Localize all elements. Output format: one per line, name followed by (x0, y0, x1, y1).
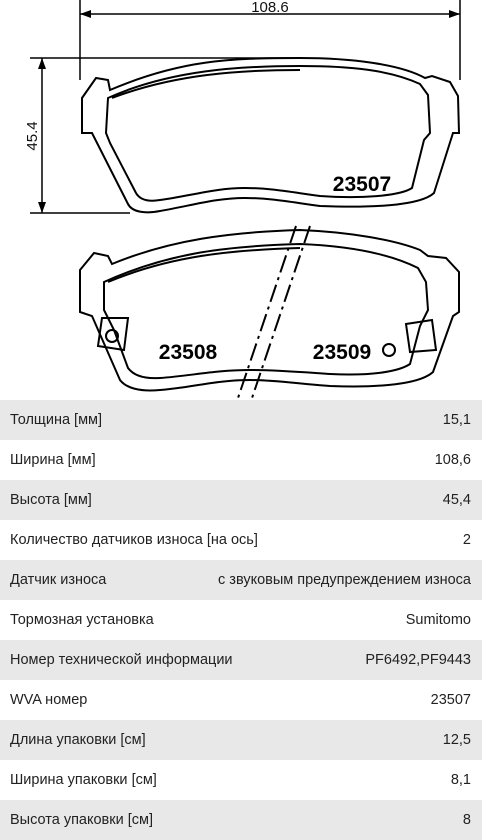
spec-value: 12,5 (442, 732, 471, 748)
spec-label: Высота упаковки [см] (10, 812, 154, 828)
spec-label: Номер технической информации (10, 652, 233, 668)
spec-row-package-length (0, 720, 482, 760)
lower-brake-pad (80, 230, 459, 391)
spec-label: Высота [мм] (10, 492, 92, 508)
lower-backing-plate (80, 230, 459, 391)
spec-label: Ширина [мм] (10, 452, 96, 468)
width-dimension-label: 108.6 (251, 0, 289, 16)
spec-label: Длина упаковки [см] (10, 732, 146, 748)
spec-value: 2 (462, 532, 471, 548)
spec-value: 45,4 (442, 492, 471, 508)
part-code-upper: 23507 (332, 173, 392, 196)
spec-value: с звуковым предупреждением износа (218, 572, 471, 588)
spec-value: PF6492,PF9443 (365, 652, 471, 668)
brake-pad-drawing (0, 0, 482, 400)
spec-label: Ширина упаковки [см] (10, 772, 157, 788)
width-arrow-right (449, 10, 460, 18)
spec-label: WVA номер (10, 692, 88, 708)
height-dimension-label: 45.4 (24, 121, 41, 151)
spec-value: 8,1 (450, 772, 471, 788)
spec-label: Датчик износа (10, 572, 107, 588)
upper-brake-pad (82, 58, 459, 212)
spec-row-wear-sensor (0, 560, 482, 600)
technical-drawing-svg (0, 0, 482, 400)
wear-sensor-tab-left (98, 318, 128, 350)
spec-label: Толщина [мм] (10, 412, 103, 428)
spec-row-brake-system (0, 600, 482, 640)
spec-row-height (0, 480, 482, 520)
spec-value: 8 (462, 812, 471, 828)
spec-value: 23507 (430, 692, 471, 708)
spec-label: Количество датчиков износа [на ось] (10, 532, 258, 548)
spec-value: 15,1 (442, 412, 471, 428)
part-code-right: 23509 (312, 341, 372, 364)
spec-label: Тормозная установка (10, 612, 154, 628)
spec-value: 108,6 (434, 452, 471, 468)
height-arrow-top (38, 58, 46, 69)
spec-row-width (0, 440, 482, 480)
lower-friction-edge (108, 248, 300, 282)
spec-row-wva-number (0, 680, 482, 720)
spec-row-thickness (0, 400, 482, 440)
spec-row-technical-info (0, 640, 482, 680)
width-arrow-left (80, 10, 91, 18)
wear-sensor-hole-right (383, 344, 395, 356)
spec-row-package-width (0, 760, 482, 800)
spec-row-package-height (0, 800, 482, 840)
part-code-left: 23508 (158, 341, 218, 364)
dimension-lines (30, 0, 460, 213)
spec-row-wear-sensor-count (0, 520, 482, 560)
height-arrow-bottom (38, 202, 46, 213)
spec-value: Sumitomo (405, 612, 471, 628)
specifications-table (0, 400, 482, 840)
upper-friction-edge (112, 70, 300, 98)
